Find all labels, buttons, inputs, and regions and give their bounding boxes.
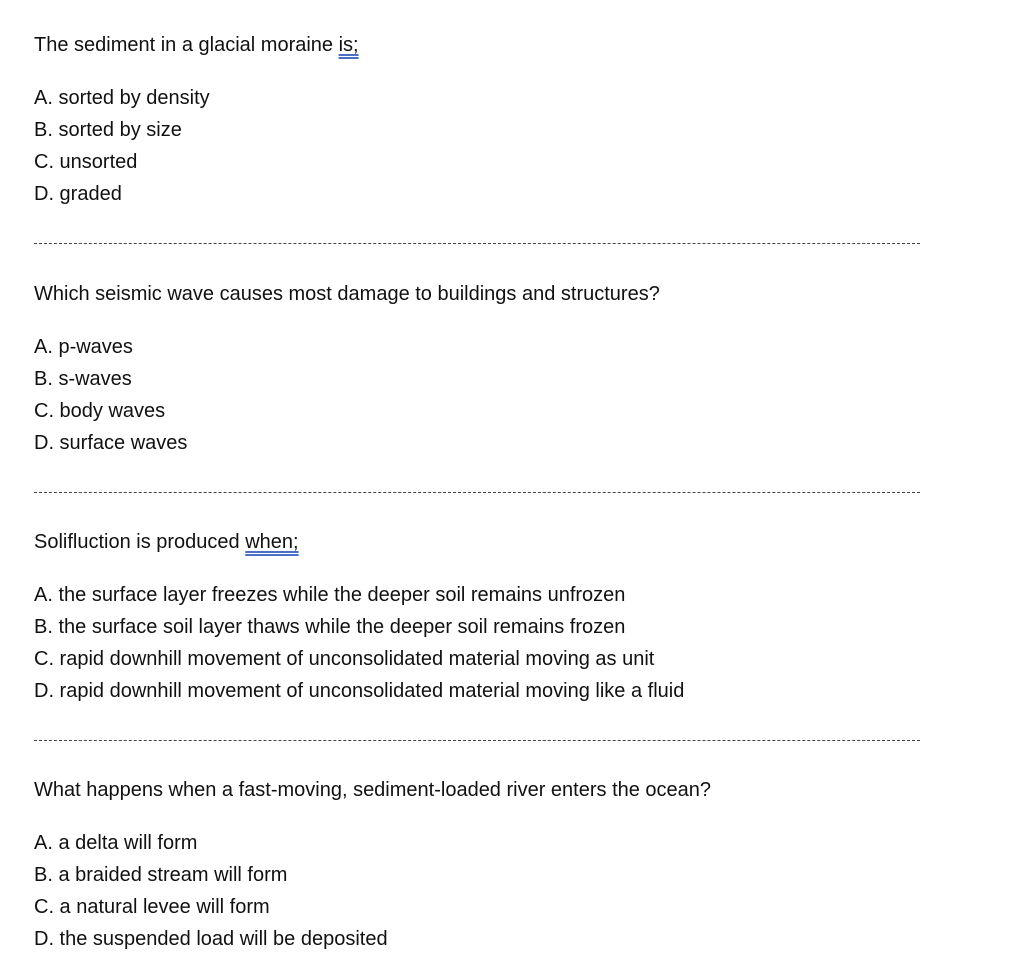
question-4-option-b: B. a braided stream will form — [34, 864, 288, 886]
question-3 — [34, 529, 920, 707]
question-1-prompt-marked-word: is; — [338, 34, 359, 56]
question-1-prompt — [34, 32, 920, 58]
question-4-option-c: C. a natural levee will form — [34, 896, 270, 918]
question-2-option-b: B. s-waves — [34, 368, 132, 390]
question-2 — [34, 281, 920, 459]
question-2-options — [34, 331, 920, 459]
question-3-option-c: C. rapid downhill movement of unconsolidated material moving as unit — [34, 648, 655, 670]
question-4-prompt — [34, 777, 920, 803]
question-1-prompt-text: The sediment in a glacial moraine — [34, 34, 339, 56]
question-2-option-c: C. body waves — [34, 400, 166, 422]
question-1-option-c: C. unsorted — [34, 151, 138, 173]
question-1-option-a: A. sorted by density — [34, 87, 210, 109]
section-divider-3 — [34, 740, 920, 741]
question-4-options — [34, 827, 920, 955]
question-1-option-b: B. sorted by size — [34, 119, 182, 141]
question-1-option-d: D. graded — [34, 183, 122, 205]
question-4-option-a: A. a delta will form — [34, 832, 198, 854]
question-4-prompt-text: What happens when a fast-moving, sediment-loaded river enters the ocean? — [34, 779, 712, 801]
question-3-prompt — [34, 529, 920, 555]
question-3-option-d: D. rapid downhill movement of unconsolidated material moving like a fluid — [34, 680, 685, 702]
question-2-prompt-text: Which seismic wave causes most damage to buildings and structures? — [34, 283, 660, 305]
section-divider-1 — [34, 243, 920, 244]
question-4-option-d: D. the suspended load will be deposited — [34, 928, 388, 950]
question-1-options — [34, 82, 920, 210]
question-2-option-d: D. surface waves — [34, 432, 188, 454]
question-4 — [34, 777, 920, 955]
question-3-option-a: A. the surface layer freezes while the deeper soil remains unfrozen — [34, 584, 626, 606]
question-3-prompt-text: Solifluction is produced — [34, 531, 246, 553]
question-2-option-a: A. p-waves — [34, 336, 133, 358]
question-3-option-b: B. the surface soil layer thaws while the deeper soil remains frozen — [34, 616, 626, 638]
question-3-options — [34, 579, 920, 707]
section-divider-2 — [34, 492, 920, 493]
question-3-prompt-marked-word: when; — [245, 531, 299, 553]
question-1 — [34, 32, 920, 210]
question-2-prompt — [34, 281, 920, 307]
